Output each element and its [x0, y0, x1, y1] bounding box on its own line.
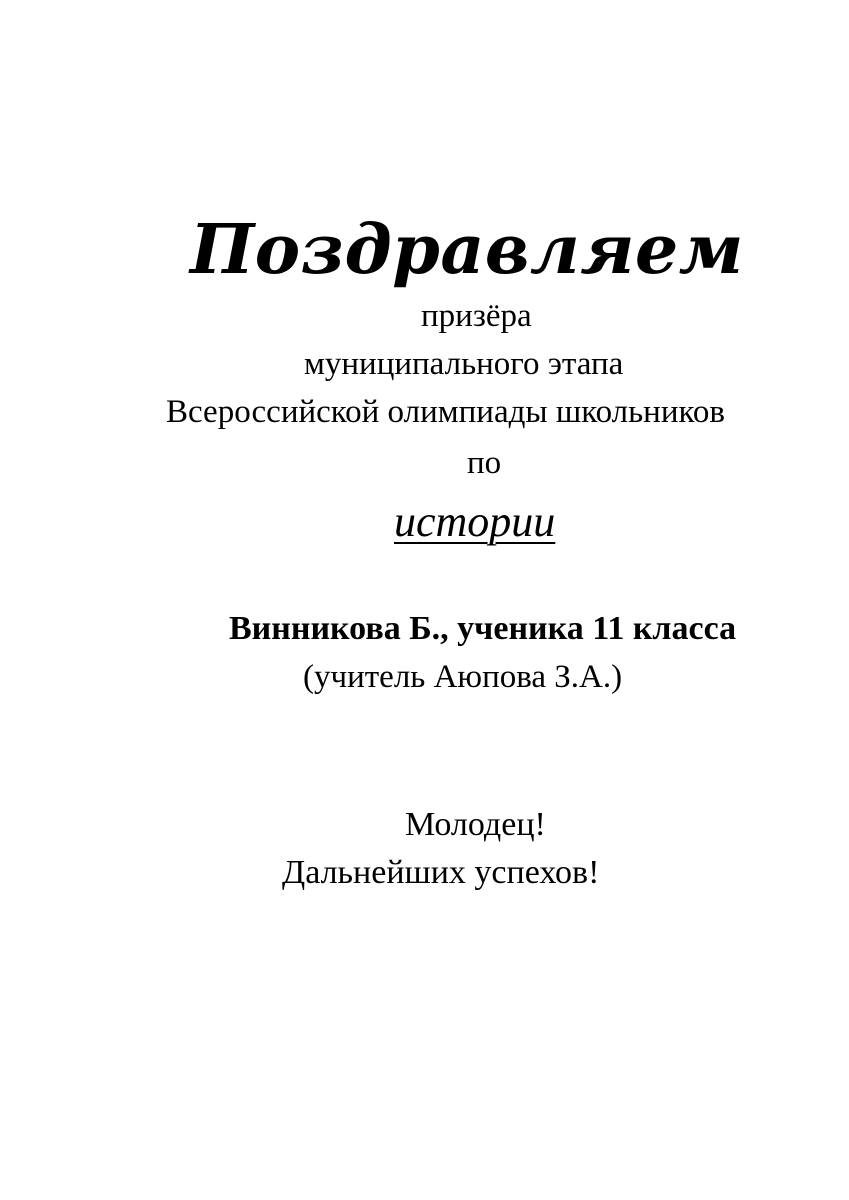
- congratulations-heading: Поздравляем: [190, 209, 744, 290]
- subject-name: истории: [394, 497, 556, 546]
- student-name: Винникова Б., ученика 11 класса: [229, 610, 737, 647]
- teacher-name: (учитель Аюпова З.А.): [303, 659, 623, 695]
- award-line-prizewinner: призёра: [421, 298, 532, 334]
- award-line-preposition: по: [467, 445, 502, 481]
- award-line-stage: муниципального этапа: [304, 346, 624, 382]
- praise-line-well-done: Молодец!: [405, 806, 546, 843]
- award-line-olympiad: Всероссийской олимпиады школьников: [166, 394, 725, 430]
- praise-line-success-wish: Дальнейших успехов!: [282, 854, 600, 891]
